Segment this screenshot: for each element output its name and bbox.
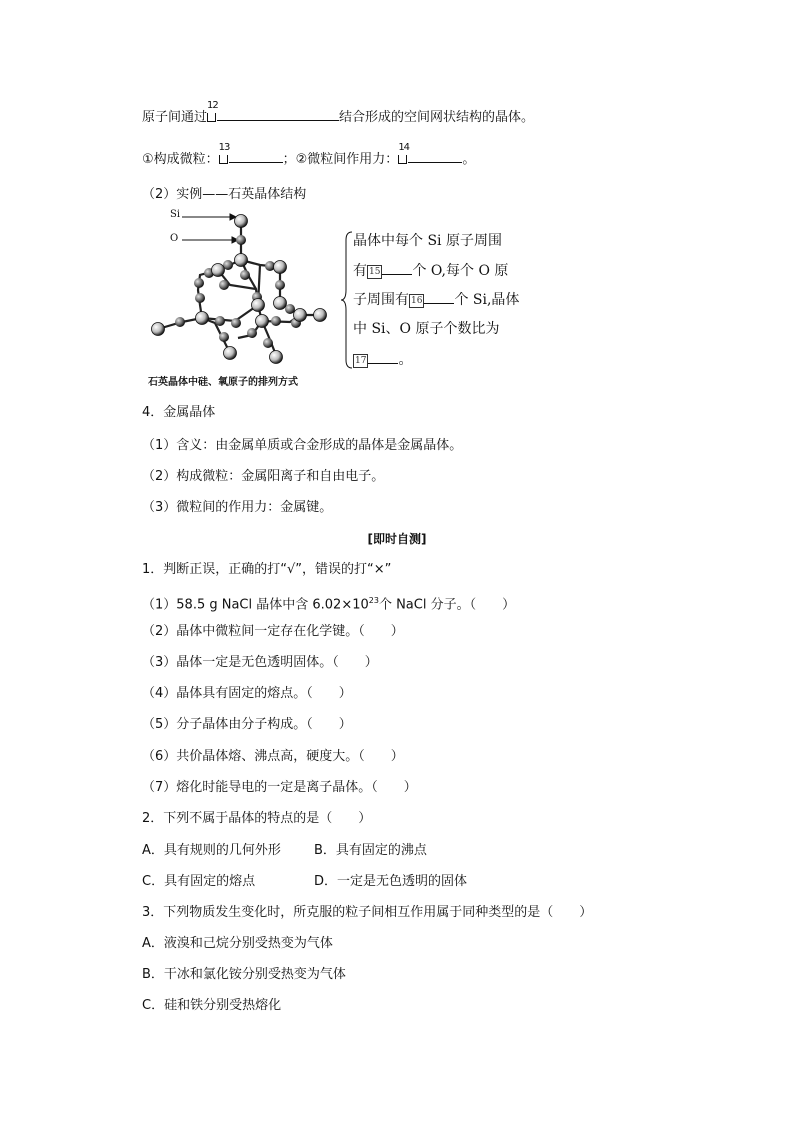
q2: 2．下列不属于晶体的特点的是（ ）	[142, 811, 372, 826]
q3-option-b: B．干冰和氯化铵分别受热变为气体	[142, 967, 346, 982]
q1-item-5: （5）分子晶体由分子构成。（ ）	[142, 717, 352, 732]
answer-blank-12[interactable]	[217, 108, 339, 121]
label-arrows	[182, 214, 238, 243]
answer-blank-15[interactable]	[382, 262, 412, 275]
q2-option-c: C．具有固定的熔点	[142, 874, 256, 889]
oxygen-atoms	[175, 235, 301, 348]
q3-option-a: A．液溴和己烷分别受热变为气体	[142, 936, 333, 951]
metal-item-1: （1）含义：由金属单质或合金形成的晶体是金属晶体。	[142, 438, 463, 453]
q2-option-d: D．一定是无色透明的固体	[314, 874, 468, 889]
desc-line-3: 子周围有 16 个 Si,晶体	[353, 292, 520, 308]
metal-item-2: （2）构成微粒：金属阳离子和自由电子。	[142, 469, 385, 484]
blank-number-13: 13	[219, 151, 229, 169]
q1-item-7: （7）熔化时能导电的一定是离子晶体。（ ）	[142, 780, 417, 795]
answer-blank-13[interactable]	[229, 150, 283, 163]
intro-line	[142, 100, 535, 127]
components-label-1: ①构成微粒：	[142, 152, 219, 167]
figure-caption: 石英晶体中硅、氧原子的排列方式	[148, 377, 298, 388]
q1-item-6: （6）共价晶体熔、沸点高，硬度大。（ ）	[142, 749, 404, 764]
components-end: 。	[462, 152, 476, 167]
q1-item-1: （1）58.5 g NaCl 晶体中含 $6.02\times 10^{23}$个 NaCl 分子。（ ）	[142, 596, 516, 613]
blank-number-16: 16	[411, 296, 423, 306]
q3-option-c: C．硅和铁分别受热熔化	[142, 998, 282, 1013]
brace	[340, 230, 354, 370]
blank-number-12: 12	[207, 109, 217, 127]
q1: 1．判断正误，正确的打“√”，错误的打“×”	[142, 562, 392, 577]
q1-item-2: （2）晶体中微粒间一定存在化学键。（ ）	[142, 624, 404, 639]
metal-heading: 4．金属晶体	[142, 405, 216, 420]
intro-suffix: 结合形成的空间网状结构的晶体。	[339, 110, 535, 125]
answer-blank-17[interactable]	[368, 351, 398, 364]
blank-number-14: 14	[398, 151, 408, 169]
q1-item-4: （4）晶体具有固定的熔点。（ ）	[142, 686, 352, 701]
q2-option-a: A．具有规则的几何外形	[142, 843, 281, 858]
answer-blank-16[interactable]	[424, 291, 454, 304]
label-si: Si	[170, 209, 181, 220]
answer-blank-14[interactable]	[408, 150, 462, 163]
q2-option-b: B．具有固定的沸点	[314, 843, 427, 858]
intro-prefix: 原子间通过	[142, 110, 208, 125]
desc-line-1: 晶体中每个 Si 原子周围	[353, 233, 502, 249]
blank-number-15: 15	[369, 267, 381, 277]
metal-item-3: （3）微粒间的作用力：金属键。	[142, 500, 333, 515]
quartz-structure-diagram	[140, 205, 340, 370]
components-label-2: ；②微粒间作用力：	[282, 152, 399, 167]
selftest-title: [即时自测]	[367, 532, 427, 546]
components-line	[142, 142, 476, 169]
q1-item-3: （3）晶体一定是无色透明固体。（ ）	[142, 655, 378, 670]
desc-line-5: 17 。	[355, 352, 413, 368]
q3: 3．下列物质发生变化时，所克服的粒子间相互作用属于同种类型的是（ ）	[142, 905, 593, 920]
blank-number-17: 17	[355, 356, 367, 366]
label-o: O	[170, 233, 179, 244]
desc-line-2: 有 15 个 O,每个 O 原	[353, 263, 509, 279]
example-heading: （2）实例——石英晶体结构	[142, 187, 307, 202]
desc-line-4: 中 Si、O 原子个数比为	[353, 321, 500, 337]
